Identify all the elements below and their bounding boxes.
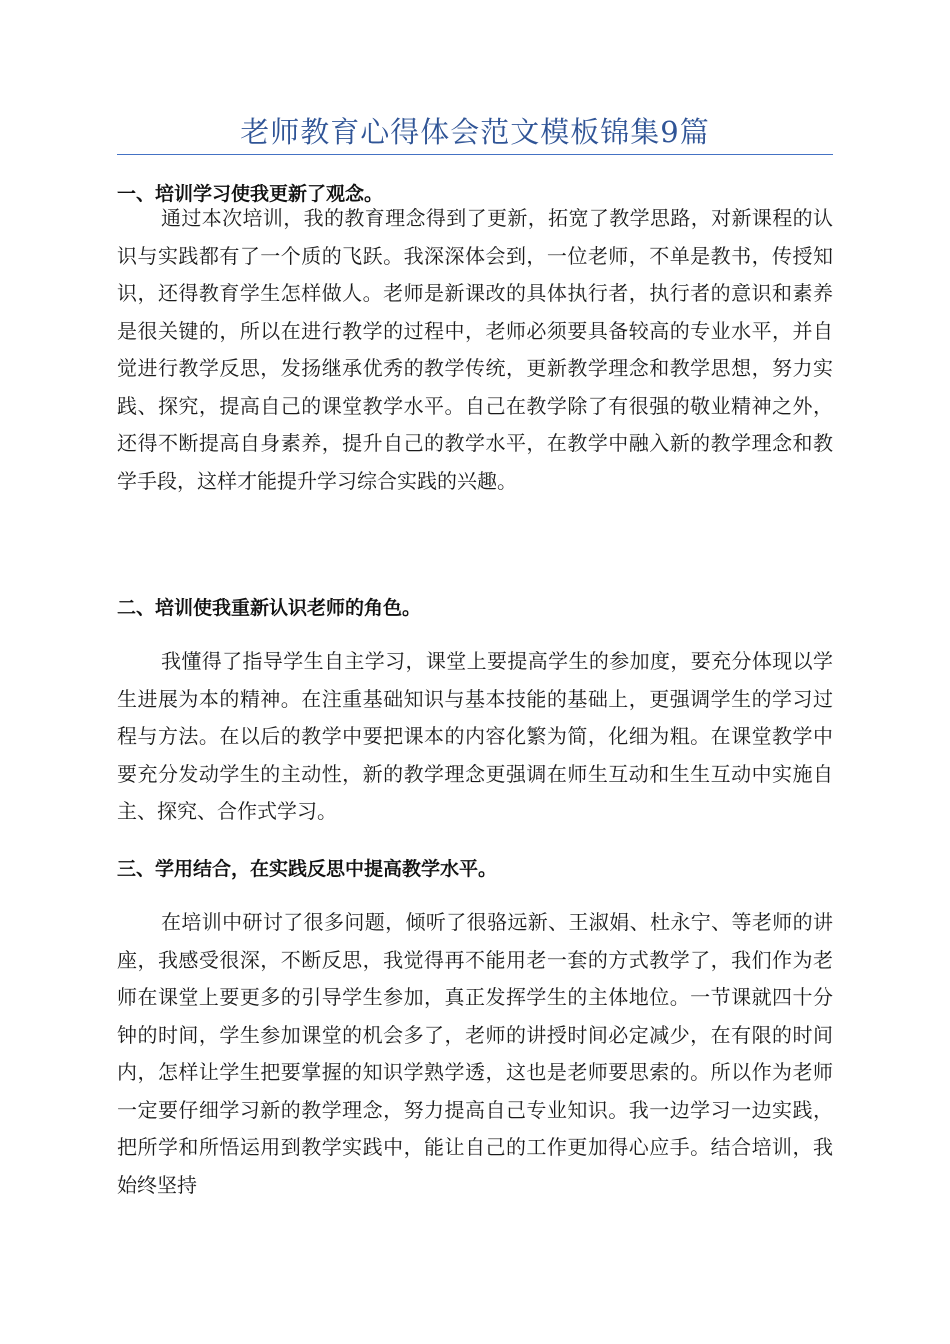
- section-paragraph-3: 在培训中研讨了很多问题，倾听了很骆远新、王淑娟、杜永宁、等老师的讲座，我感受很深，不断反思，我觉得再不能用老一套的方式教学了，我们作为老师在课堂上要更多的引导学生参加，真正发挥学生的主体地位。一节课就四十分钟的时间，学生参加课堂的机会多了，老师的讲授时间必定减少，在有限的时间内，怎样让学生把要掌握的知识学熟学透，这也是老师要思索的。所以作为老师一定要仔细学习新的教学理念，努力提高自己专业知识。我一边学习一边实践，把所学和所悟运用到教学实践中，能让自己的工作更加得心应手。结合培训，我始终坚持: [117, 910, 833, 1197]
- section-heading-1: 一、培训学习使我更新了观念。: [117, 183, 384, 205]
- section-heading-2: 二、培训使我重新认识老师的角色。: [117, 597, 422, 619]
- document-title: 老师教育心得体会范文模板锦集9篇: [240, 115, 710, 149]
- section-heading-3: 三、学用结合，在实践反思中提高教学水平。: [117, 858, 498, 880]
- section-paragraph-1: 通过本次培训，我的教育理念得到了更新，拓宽了教学思路，对新课程的认识与实践都有了一个质的飞跃。我深深体会到，一位老师，不单是教书，传授知识，还得教育学生怎样做人。老师是新课改的具体执行者，执行者的意识和素养是很关键的，所以在进行教学的过程中，老师必须要具备较高的专业水平，并自觉进行教学反思，发扬继承优秀的教学传统，更新教学理念和教学思想，努力实践、探究，提高自己的课堂教学水平。自己在教学除了有很强的敬业精神之外，还得不断提高自身素养，提升自己的教学水平，在教学中融入新的教学理念和教学手段，这样才能提升学习综合实践的兴趣。: [117, 206, 833, 493]
- section-paragraph-2: 我懂得了指导学生自主学习，课堂上要提高学生的参加度，要充分体现以学生进展为本的精神。在注重基础知识与基本技能的基础上，更强调学生的学习过程与方法。在以后的教学中要把课本的内容化繁为简，化细为粗。在课堂教学中要充分发动学生的主动性，新的教学理念更强调在师生互动和生生互动中实施自主、探究、合作式学习。: [117, 649, 833, 823]
- title-underline: [117, 154, 833, 155]
